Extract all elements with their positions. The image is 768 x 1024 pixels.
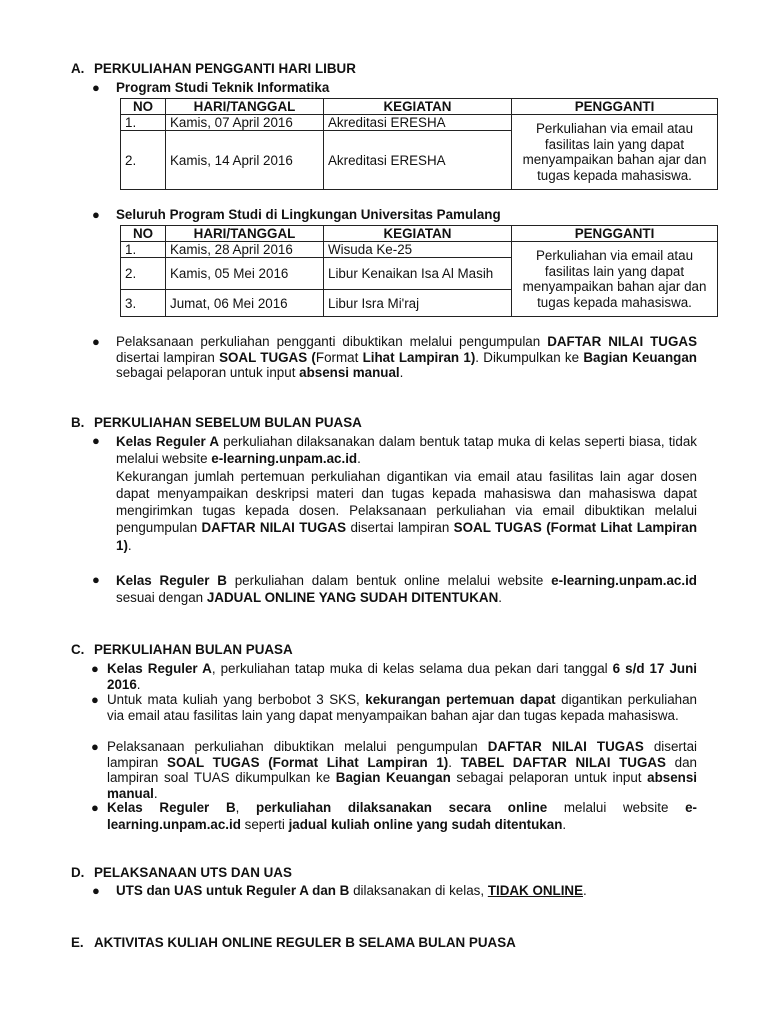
section-letter: A. [71, 61, 85, 76]
text-run: disertai lampiran [116, 349, 220, 365]
bold-run: DAFTAR NILAI TUGAS [201, 520, 347, 536]
bullet-dot-icon: ● [92, 207, 100, 222]
section-title: PELAKSANAAN UTS DAN UAS [94, 865, 292, 880]
col-header-date: HARI/TANGGAL [166, 226, 324, 242]
col-header-no: NO [121, 226, 166, 242]
reguler-a-paragraph [116, 433, 697, 554]
bold-run: 6 s/d 17 Juni 2016 [107, 661, 697, 692]
cell-activity: Libur Isra Mi'raj [324, 290, 512, 317]
cell-activity: Wisuda Ke-25 [324, 242, 512, 258]
cell-replacement: Perkuliahan via email atau fasilitas lain yang dapat menyampaikan bahan ajar dan tugas kepada mahasiswa. [512, 242, 718, 317]
bold-run: SOAL TUGAS ( [219, 349, 316, 365]
bold-run: e-learning.unpam.ac.id [107, 800, 697, 832]
bold-run: SOAL TUGAS (Format Lihat Lampiran 1) [116, 520, 697, 553]
bold-run: Bagian Keuangan [583, 349, 697, 365]
table-header-row [121, 99, 718, 115]
cell-replacement: Perkuliahan via email atau fasilitas lain yang dapat menyampaikan bahan ajar dan tugas kepada mahasiswa. [512, 115, 718, 190]
cell-date: Jumat, 06 Mei 2016 [166, 290, 324, 317]
col-header-replacement: PENGGANTI [512, 226, 718, 242]
bold-run: Lihat Lampiran 1) [362, 349, 476, 365]
cell-date: Kamis, 07 April 2016 [166, 115, 324, 131]
section-title: PERKULIAHAN SEBELUM BULAN PUASA [94, 415, 362, 430]
bold-run: Bagian Keuangan [335, 770, 451, 785]
section-letter: C. [71, 642, 85, 657]
text-run: , [235, 800, 257, 815]
cell-no: 1. [121, 242, 166, 258]
text-run: perkuliahan dalam bentuk online melalui website [226, 573, 552, 588]
subheading-all-programs [92, 207, 501, 223]
col-header-activity: KEGIATAN [324, 226, 512, 242]
text-run: . Dikumpulkan ke [475, 349, 584, 365]
section-letter: B. [71, 415, 85, 430]
text-run: disertai lampiran [107, 739, 697, 770]
cell-no: 3. [121, 290, 166, 317]
text-run: . [399, 365, 404, 380]
section-d-heading [71, 865, 292, 881]
text-run: sesuai dengan [116, 590, 207, 606]
text-run: disertai lampiran [346, 520, 454, 536]
text-run: melalui website [547, 800, 686, 815]
bold-run: kekurangan pertemuan dapat [365, 692, 556, 707]
bullet-dot-icon: ● [92, 80, 100, 95]
bold-run: Kelas Reguler A [107, 661, 212, 676]
text-run: Pelaksanaan perkuliahan dibuktikan melalui pengumpulan [107, 739, 488, 754]
cell-no: 2. [121, 131, 166, 190]
bulan-puasa-reguler-b [107, 800, 697, 833]
bold-run: jadual kuliah online yang sudah ditentukan [288, 816, 563, 832]
bullet-dot-icon: ● [92, 883, 100, 898]
text-run: . [136, 676, 141, 692]
bullet-dot-icon: ● [92, 572, 100, 587]
subheading-text: Program Studi Teknik Informatika [116, 80, 330, 95]
section-title: AKTIVITAS KULIAH ONLINE REGULER B SELAMA BULAN PUASA [94, 935, 516, 950]
bullet-dot-icon: ● [92, 433, 100, 448]
text-run: . [562, 816, 567, 832]
uts-uas-paragraph [116, 883, 697, 899]
section-a-heading [71, 61, 356, 77]
col-header-replacement: PENGGANTI [512, 99, 718, 115]
text-run: . [127, 537, 132, 553]
bullet-dot-icon: ● [91, 692, 99, 707]
bold-run: SOAL TUGAS (Format Lihat Lampiran 1) [167, 754, 449, 770]
table-header-row [121, 226, 718, 242]
subheading-text: Seluruh Program Studi di Lingkungan Universitas Pamulang [116, 207, 501, 222]
col-header-date: HARI/TANGGAL [166, 99, 324, 115]
bold-run: absensi manual [299, 365, 400, 380]
text-run: seperti [240, 816, 289, 832]
bold-run: Kelas Reguler A [116, 434, 220, 449]
text-run: . [357, 451, 361, 467]
bold-run: DAFTAR NILAI TUGAS [487, 739, 644, 754]
bold-run: TABEL DAFTAR NILAI TUGAS [460, 754, 666, 770]
cell-date: Kamis, 28 April 2016 [166, 242, 324, 258]
table-row [121, 242, 718, 258]
cell-date: Kamis, 14 April 2016 [166, 131, 324, 190]
section-title: PERKULIAHAN BULAN PUASA [94, 642, 293, 657]
col-header-no: NO [121, 99, 166, 115]
schedule-table-informatika [120, 98, 718, 190]
bold-run: JADUAL ONLINE YANG SUDAH DITENTUKAN [206, 590, 499, 606]
text-run: digantikan perkuliahan via email atau fasilitas lain yang dapat menyampaikan bahan ajar dan tugas kepada mahasiswa. [107, 692, 697, 723]
section-letter: E. [71, 935, 84, 950]
bulan-puasa-sks [107, 692, 697, 723]
bold-run: e-learning.unpam.ac.id [211, 451, 358, 467]
col-header-activity: KEGIATAN [324, 99, 512, 115]
bullet-dot-icon: ● [92, 334, 100, 349]
text-run: , perkuliahan tatap muka di kelas selama dua pekan dari tanggal [211, 661, 613, 676]
bold-run: Kelas Reguler B [107, 800, 236, 815]
text-run: . [153, 785, 158, 801]
cell-no: 1. [121, 115, 166, 131]
text-run: Format [315, 349, 363, 365]
text-run: perkuliahan dilaksanakan dalam bentuk tatap muka di kelas seperti biasa, tidak melalui website [116, 434, 697, 467]
bullet-dot-icon: ● [91, 661, 99, 676]
text-run: Pelaksanaan perkuliahan pengganti dibuktikan melalui pengumpulan [116, 334, 548, 349]
cell-date: Kamis, 05 Mei 2016 [166, 258, 324, 290]
cell-activity: Akreditasi ERESHA [324, 131, 512, 190]
text-run: Untuk mata kuliah yang berbobot 3 SKS, [107, 692, 366, 707]
cell-activity: Libur Kenaikan Isa Al Masih [324, 258, 512, 290]
section-b-heading [71, 415, 362, 431]
section-letter: D. [71, 865, 85, 880]
bold-run: UTS dan UAS untuk Reguler A dan B [116, 883, 350, 898]
bold-run: DAFTAR NILAI TUGAS [547, 334, 697, 349]
bulan-puasa-pelaksanaan [107, 739, 697, 801]
section-e-heading [71, 935, 516, 951]
bulan-puasa-reguler-a [107, 661, 697, 692]
schedule-table-university [120, 225, 718, 317]
note-paragraph [116, 334, 697, 381]
text-run: dilaksanakan di kelas, [349, 883, 488, 898]
text-run: . [498, 590, 502, 606]
section-title: PERKULIAHAN PENGGANTI HARI LIBUR [94, 61, 356, 76]
text-run: . [583, 883, 587, 898]
bold-run: absensi manual [107, 770, 697, 801]
text-run: sebagai pelaporan untuk input [450, 770, 648, 785]
cell-no: 2. [121, 258, 166, 290]
bullet-dot-icon: ● [91, 800, 99, 815]
text-run: Kekurangan jumlah pertemuan perkuliahan digantikan via email atau fasilitas lain agar dosen dapat menyampaikan deskripsi materi dan tugas kepada mahasiswa dan mahasiswa dapat mengirimkan tugas kepada dosen. Pelaksanaan perkuliahan via email dibuktikan melalui pengumpulan [116, 468, 697, 536]
section-c-heading [71, 642, 293, 658]
cell-activity: Akreditasi ERESHA [324, 115, 512, 131]
bullet-dot-icon: ● [91, 739, 99, 754]
text-run: sebagai pelaporan untuk input [116, 365, 300, 380]
bold-run: e-learning.unpam.ac.id [551, 573, 697, 588]
reguler-b-paragraph [116, 572, 697, 607]
text-run: dan lampiran soal TUAS dikumpulkan ke [107, 754, 697, 785]
table-row [121, 115, 718, 131]
bold-run: Kelas Reguler B [116, 573, 227, 588]
bold-run: perkuliahan dilaksanakan secara online [256, 800, 548, 815]
text-run: . [448, 754, 461, 770]
bold-underlined-run: TIDAK ONLINE [487, 883, 584, 898]
subheading-teknik-informatika [92, 80, 329, 96]
